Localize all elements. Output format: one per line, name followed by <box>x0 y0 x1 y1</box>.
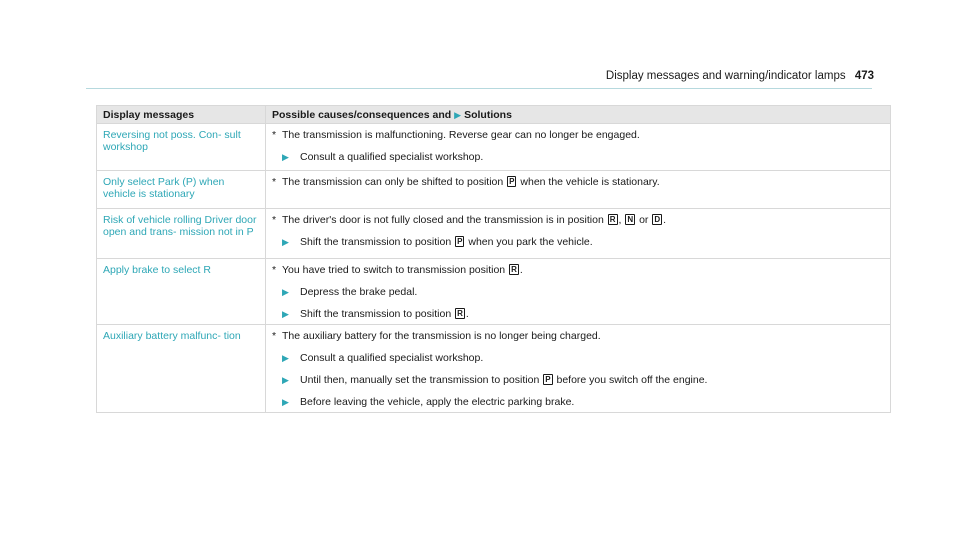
play-arrow-icon: ▶ <box>282 237 289 247</box>
play-arrow-icon: ▶ <box>282 353 289 363</box>
gear-p-icon: P <box>509 177 515 186</box>
gear-n-icon: N <box>627 215 634 224</box>
cause-text-part: You have tried to switch to transmission position <box>282 264 506 276</box>
table-row <box>97 209 891 259</box>
column-header-causes <box>266 106 891 124</box>
message-text: Auxiliary battery malfunc- tion <box>97 325 266 413</box>
separator: . <box>465 308 469 320</box>
column-header-message: Display messages <box>97 106 266 124</box>
bullet-icon: * <box>272 176 277 188</box>
play-arrow-icon: ▶ <box>282 375 289 385</box>
cause-text-part: The transmission can only be shifted to position <box>282 176 504 188</box>
solution-text-part: before you switch off the engine. <box>556 374 708 386</box>
solution-step <box>272 236 884 248</box>
header-rule <box>86 88 872 89</box>
message-text: Apply brake to select R <box>97 259 266 325</box>
causes-cell <box>266 124 891 171</box>
cause-text: The transmission is malfunctioning. Reverse gear can no longer be engaged. <box>282 129 640 141</box>
cause-item <box>272 214 884 226</box>
cause-item <box>272 129 884 141</box>
table-row <box>97 325 891 413</box>
solution-text <box>300 374 707 386</box>
page-number: 473 <box>854 70 874 82</box>
causes-cell <box>266 325 891 413</box>
play-arrow-icon: ▶ <box>282 397 289 407</box>
gear-r-icon: R <box>511 265 517 274</box>
message-text: Reversing not poss. Con- sult workshop <box>97 124 266 171</box>
cause-item <box>272 264 884 276</box>
solution-step <box>272 396 884 408</box>
column-header-solutions-label: Solutions <box>464 108 512 121</box>
column-header-causes-label: Possible causes/consequences and <box>272 108 452 121</box>
cause-text <box>282 264 523 276</box>
display-messages-table <box>96 105 891 413</box>
gear-r-icon: R <box>457 309 463 318</box>
solution-text-part: Shift the transmission to position <box>300 308 452 320</box>
separator: . <box>519 264 523 276</box>
solution-text: Consult a qualified specialist workshop. <box>300 151 484 163</box>
solution-text <box>300 308 469 320</box>
causes-cell <box>266 209 891 259</box>
bullet-icon: * <box>272 330 277 342</box>
gear-r-icon: R <box>609 215 616 224</box>
solution-text: Before leaving the vehicle, apply the electric parking brake. <box>300 396 575 408</box>
cause-text: The auxiliary battery for the transmission is no longer being charged. <box>282 330 601 342</box>
table-row <box>97 124 891 171</box>
cause-item <box>272 176 884 188</box>
cause-text-part: when the vehicle is stationary. <box>520 176 660 188</box>
separator: , <box>618 214 622 226</box>
separator: or <box>639 214 649 226</box>
running-header <box>606 70 874 82</box>
separator: . <box>663 214 667 226</box>
cause-text <box>282 214 666 226</box>
gear-p-icon: P <box>545 375 551 384</box>
message-text: Risk of vehicle rolling Driver door open and trans- mission not in P <box>97 209 266 259</box>
table-row <box>97 171 891 209</box>
bullet-icon: * <box>272 214 277 226</box>
gear-d-icon: D <box>654 215 661 224</box>
solution-step <box>272 374 884 386</box>
solution-step <box>272 352 884 364</box>
section-title: Display messages and warning/indicator lamps <box>605 70 846 82</box>
cause-text-part: The driver's door is not fully closed and the transmission is in position <box>282 214 604 226</box>
table-header-row <box>97 106 891 124</box>
gear-p-icon: P <box>457 237 463 246</box>
message-text: Only select Park (P) when vehicle is stationary <box>97 171 266 209</box>
cause-text <box>282 176 660 188</box>
play-arrow-icon: ▶ <box>282 152 289 162</box>
solution-step <box>272 308 884 320</box>
solution-text-part: when you park the vehicle. <box>468 236 593 248</box>
bullet-icon: * <box>272 264 277 276</box>
solution-text: Depress the brake pedal. <box>300 286 418 298</box>
solution-step <box>272 151 884 163</box>
causes-cell <box>266 259 891 325</box>
solution-text <box>300 236 593 248</box>
solution-text: Consult a qualified specialist workshop. <box>300 352 484 364</box>
play-arrow-icon: ▶ <box>282 287 289 297</box>
bullet-icon: * <box>272 129 277 141</box>
causes-cell <box>266 171 891 209</box>
cause-item <box>272 330 884 342</box>
play-arrow-icon: ▶ <box>282 309 289 319</box>
table-row <box>97 259 891 325</box>
solution-text-part: Shift the transmission to position <box>300 236 452 248</box>
play-arrow-icon: ▶ <box>454 109 462 120</box>
solution-step <box>272 286 884 298</box>
solution-text-part: Until then, manually set the transmission to position <box>300 374 540 386</box>
